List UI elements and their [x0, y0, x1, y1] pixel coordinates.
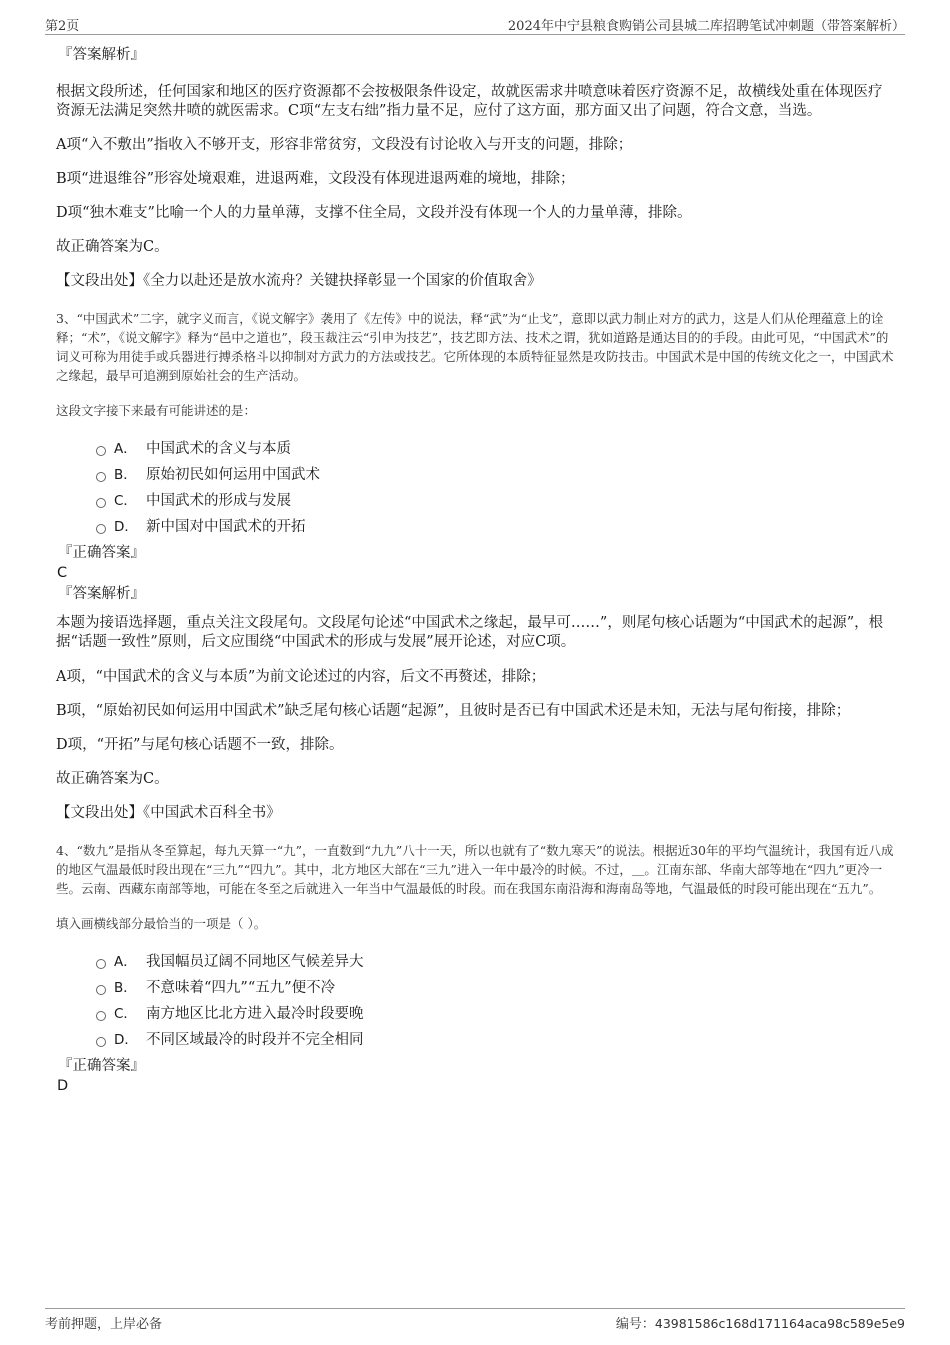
- document-title: 2024年中宁县粮食购销公司县城二库招聘笔试冲刺题（带答案解析）: [507, 19, 905, 34]
- analysis-paragraph: B项，“原始初民如何运用中国武术”缺乏尾句核心话题“起源”，且彼时是否已有中国武术还是未知，无法与尾句衔接，排除；: [56, 703, 851, 719]
- radio-icon[interactable]: [96, 498, 106, 508]
- option-letter: D．: [114, 1032, 138, 1048]
- footer-slogan: 考前押题，上岸必备: [45, 1317, 163, 1332]
- analysis-paragraph: D项“独木难支”比喻一个人的力量单薄，支撑不住全局，文段并没有体现一个人的力量单薄，排除。: [56, 205, 692, 221]
- option-list: [56, 436, 894, 540]
- option-list: [56, 949, 894, 1053]
- correct-answer-value: C: [57, 565, 68, 581]
- question-4: [56, 841, 894, 1095]
- page-number: 第2页: [45, 19, 80, 34]
- correct-answer-statement: 故正确答案为C。: [56, 771, 169, 787]
- option-letter: A．: [114, 441, 137, 457]
- option-b[interactable]: [56, 462, 894, 488]
- source-citation: 【文段出处】《中国武术百科全书》: [56, 805, 281, 821]
- document-body: [56, 40, 894, 1095]
- radio-icon[interactable]: [96, 959, 106, 969]
- correct-answer-label: 『正确答案』: [58, 545, 145, 561]
- radio-icon[interactable]: [96, 446, 106, 456]
- option-d[interactable]: [56, 1027, 894, 1053]
- analysis-paragraph: B项“进退维谷”形容处境艰难，进退两难，文段没有体现进退两难的境地，排除；: [56, 171, 575, 187]
- answer-analysis-block-1: [56, 44, 894, 291]
- option-letter: B．: [114, 467, 137, 483]
- analysis-paragraph: 根据文段所述，任何国家和地区的医疗资源都不会按极限条件设定，故就医需求井喷意味着医疗资源不足，故横线处重在体现医疗资源无法满足突然井喷的就医需求。C项“左支右绌”指力量不足，应付了这方面，那方面又出了问题，符合文意，当选。: [56, 84, 883, 119]
- analysis-label: 『答案解析』: [58, 47, 145, 63]
- option-c[interactable]: [56, 1001, 894, 1027]
- question-stem: 3、“中国武术”二字，就字义而言，《说文解字》袭用了《左传》中的说法，释“武”为“止戈”，意即以武力制止对方的武力，这是人们从伦理蕴意上的诠释；“术”，《说文解字》释为“邑中之道也”，段玉裁注云“引申为技艺”，技艺即方法、技术之谓，犹如道路是通达目的的手段。由此可见，“中国武术”的词义可称为用徒手或兵器进行搏杀格斗以抑制对方武力的方法或技艺。它所体现的本质特征显然是攻防技击。中国武术是中国的传统文化之一，中国武术之缘起，最早可追溯到原始社会的生产活动。: [56, 311, 894, 383]
- question-3: [56, 309, 894, 823]
- analysis-label: 『答案解析』: [58, 586, 145, 602]
- option-text: 中国武术的含义与本质: [146, 441, 291, 457]
- option-text: 南方地区比北方进入最冷时段要晚: [146, 1006, 364, 1022]
- option-a[interactable]: [56, 949, 894, 975]
- option-c[interactable]: [56, 488, 894, 514]
- radio-icon[interactable]: [96, 1011, 106, 1021]
- option-letter: C．: [114, 493, 137, 509]
- option-letter: C．: [114, 1006, 137, 1022]
- correct-answer-label: 『正确答案』: [58, 1058, 145, 1074]
- radio-icon[interactable]: [96, 472, 106, 482]
- page-footer: [45, 1308, 905, 1331]
- analysis-paragraph: 本题为接语选择题，重点关注文段尾句。文段尾句论述“中国武术之缘起，最早可……”，则尾句核心话题为“中国武术的起源”，根据“话题一致性”原则，后文应围绕“中国武术的形成与发展”展开论述，对应C项。: [56, 615, 884, 650]
- question-prompt: 这段文字接下来最有可能讲述的是：: [56, 403, 257, 418]
- option-text: 新中国对中国武术的开拓: [146, 519, 306, 535]
- radio-icon[interactable]: [96, 985, 106, 995]
- correct-answer-value: D: [57, 1078, 69, 1094]
- option-d[interactable]: [56, 514, 894, 540]
- option-a[interactable]: [56, 436, 894, 462]
- correct-answer-statement: 故正确答案为C。: [56, 239, 169, 255]
- option-b[interactable]: [56, 975, 894, 1001]
- question-stem: 4、“数九”是指从冬至算起，每九天算一“九”，一直数到“九九”八十一天，所以也就有了“数九寒天”的说法。根据近30年的平均气温统计，我国有近八成的地区气温最低时段出现在“三九”“四九”。其中，北方地区大部在“三九”进入一年中最冷的时候。不过，＿。江南东部、华南大部等地在“四九”更冷一些。云南、西藏东南部等地，可能在冬至之后就进入一年当中气温最低的时段。而在我国东南沿海和海南岛等地，气温最低的时段可能出现在“五九”。: [56, 843, 894, 896]
- option-letter: D．: [114, 519, 138, 535]
- option-text: 原始初民如何运用中国武术: [146, 467, 320, 483]
- option-letter: B．: [114, 980, 137, 996]
- page-header: [45, 14, 905, 35]
- document-code: [616, 1313, 905, 1332]
- source-citation: 【文段出处】《全力以赴还是放水流舟？关键抉择彰显一个国家的价值取舍》: [56, 273, 542, 289]
- option-text: 不意味着“四九”“五九”便不冷: [146, 980, 336, 996]
- option-text: 中国武术的形成与发展: [146, 493, 291, 509]
- option-text: 我国幅员辽阔不同地区气候差异大: [146, 954, 364, 970]
- analysis-paragraph: A项，“中国武术的含义与本质”为前文论述过的内容，后文不再赘述，排除；: [56, 669, 546, 685]
- analysis-paragraph: A项“入不敷出”指收入不够开支，形容非常贫穷，文段没有讨论收入与开支的问题，排除；: [56, 137, 633, 153]
- code-value: 43981586c168d171164aca98c589e5e9: [654, 1316, 905, 1331]
- option-letter: A．: [114, 954, 137, 970]
- code-label: 编号：: [615, 1317, 655, 1332]
- radio-icon[interactable]: [96, 524, 106, 534]
- analysis-paragraph: D项，“开拓”与尾句核心话题不一致，排除。: [56, 737, 344, 753]
- radio-icon[interactable]: [96, 1037, 106, 1047]
- option-text: 不同区域最冷的时段并不完全相同: [146, 1032, 364, 1048]
- question-prompt: 填入画横线部分最恰当的一项是（ ）。: [56, 916, 267, 931]
